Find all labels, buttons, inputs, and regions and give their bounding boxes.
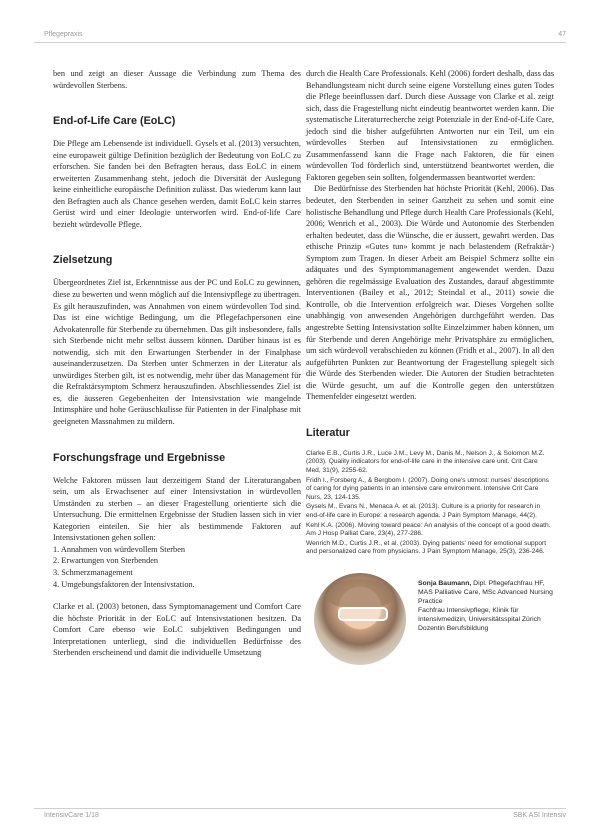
- heading-zielsetzung: Zielsetzung: [53, 254, 113, 267]
- author-name: Sonja Baumann,: [418, 579, 472, 587]
- footer-left: IntensivCare 1/18: [44, 812, 99, 819]
- continued-paragraph: durch die Health Care Professionals. Kehl (2006) fordert deshalb, dass das Behandlungsteam nicht durch seine eigene Vorstellung eines guten Todes die Pflege beeinflussen darf. Durch diese Aussage von Clarke et al. zeigt sich, dass die Fragestellung nicht eindeutig beantwortet werden kann. Die systematische Literaturrecherche zeigt Potenziale in der End-of-Life Care, jedoch sind die bisher aufgeführten Antworten nur ein Teil, um ein würdevolles Sterben auf Intensivstationen zu ermöglichen. Zusammenfassend kann die Frage nach Faktoren, die für einen würdevollen Tod förderlich sind, unterstützend beantwortet werden, die Faktoren gegeben sein sollten, folgendermassen beantwortet werden:: [306, 69, 554, 182]
- factor-list: [53, 544, 301, 590]
- right-column: [306, 68, 554, 673]
- page-header: [34, 30, 566, 43]
- zielsetzung-paragraph: Übergeordnetes Ziel ist, Erkenntnisse aus der PC und EoLC zu gewinnen, diese zu bewerten und wenn möglich auf die Intensivpflege zu übertragen. Es gilt herauszufinden, was Annahmen von einem würdevollen Tod sind. Das ist eine wichtige Bedingung, um die Pflegefachpersonen eine Advokatenrolle für Sterbende zu übernehmen. Das gilt insbesondere, falls sich Sterbende nicht mehr selbst äussern können. Darüber hinaus ist es notwendig, sich mit den Erwartungen Sterbender in der Finalphase auseinanderzusetzen. Da Sterben unter Schmerzen in der Literatur als unwürdiges Sterben gilt, ist es notwendig, mehr über das Management für die Refraktärsymptom Schmerz herauszufinden. Abschliessendes Ziel ist es, die äusseren Gegebenheiten der Intensivstation wie mangelnde Intimsphäre und hohe Geräuschkulisse für Patienten in der Finalphase mit geeigneten Massnahmen zu mildern.: [53, 278, 301, 427]
- list-item: 4. Umgebungsfaktoren der Intensivstation.: [53, 579, 195, 589]
- author-line-3: Dozentin Berufsbildung: [418, 624, 489, 632]
- intro-paragraph: ben und zeigt an dieser Aussage die Verbindung zum Thema des würdevollen Sterbens.: [53, 69, 301, 90]
- heading-eolc: End-of-Life Care (EoLC): [53, 115, 176, 128]
- reference-item: Clarke E.B., Curtis J.R., Luce J.M., Levy M., Danis M., Nelson J., & Solomon M.Z. (2003). Quality indicators for end-of-life care in the intensive care unit. Crit Care Med, 31(9), 2255-62.: [306, 449, 545, 475]
- header-page-mark: 47: [558, 31, 566, 38]
- reference-item: Wenrich M.D., Curtis J.R., et al. (2003). Dying patients' need for emotional support and personalized care from physicians. J Pain Symptom Manage, 25(3), 236-246.: [306, 539, 547, 556]
- left-column: [53, 68, 301, 659]
- author-line-1: Dipl. Pflegefachfrau HF, MAS Palliative Care, MSc Advanced Nursing Practice: [418, 579, 553, 605]
- list-item: 3. Schmerzmanagement: [53, 567, 133, 577]
- eolc-paragraph: Die Pflege am Lebensende ist individuell. Gysels et al. (2013) versuchten, eine europaweit gültige Definition bezüglich der Bedeutung von EoLC zu erforschen. Sie fanden bei den Befragten heraus, dass EoLC in einem erweiterten Zusammenhang steht, jedoch die Diversität der Auslegung keine einheitliche europäische Definition zulässt. Das wiederum kann laut den Befragten auch als Chance gesehen werden, damit EoLC kein starres Gerüst wird und einer Ideologie unterworfen wird. End-of-life Care bezieht würdevolle Pflege.: [53, 139, 301, 229]
- forschungsfrage-paragraph: Welche Faktoren müssen laut derzeitigem Stand der Literaturangaben sein, um als Erwachsener auf einer Intensivstation in würdevollen Umständen zu sterben – an dieser Fragestellung orientierte sich die Untersuchung. Die ermittelnen Ergebnisse der Studien lassen sich in vier Kategorien einteilen. Sie hier als bestimmende Faktoren auf Intensivstationen gehen sollen:: [53, 475, 301, 543]
- header-section: Pflegepraxis: [44, 31, 83, 38]
- heading-literatur: Literatur: [306, 426, 350, 439]
- author-line-2: Fachfrau Intensivpflege, Klinik für Intensivmedizin, Universitätsspital Zürich: [418, 606, 541, 623]
- author-info: [418, 579, 553, 633]
- reference-list: [306, 450, 554, 557]
- list-item: 2. Erwartungen von Sterbenden: [53, 556, 159, 566]
- author-photo: [314, 573, 406, 665]
- reference-item: Kehl K.A. (2006). Moving toward peace: An analysis of the concept of a good death. Am J Hosp Palliat Care, 23(4), 277-286.: [306, 521, 551, 538]
- reference-item: Gysels M., Evans N., Menaca A. et al. (2013). Culture is a priority for research in end-of-life care in Europe: a research agenda. J Pain Symptom Manage, 44(2).: [306, 503, 541, 520]
- clarke-paragraph: Clarke et al. (2003) betonen, dass Symptomanagement und Comfort Care die höchste Priorität in der EoLC auf Intensivstationen besitzen. Da Comfort Care ebenso wie EoLC subjektiven Bedingungen und Interpretationen unterliegt, sind die individuellen Bedürfnisse des Sterbenden erscheinend und damit die individuelle Umsetzung: [53, 602, 301, 658]
- author-block: [306, 573, 554, 673]
- heading-forschungsfrage: Forschungsfrage und Ergebnisse: [53, 451, 226, 464]
- reference-item: Fridh I., Forsberg A., & Bergbom I. (2007). Doing one's utmost: nurses' descriptions of caring for dying patients in an intensive care environment. Intensive Crit Care Nurs, 23, 124-135.: [306, 476, 549, 501]
- list-item: 1. Annahmen von würdevollem Sterben: [53, 544, 186, 554]
- needs-paragraph: Die Bedürfnisse des Sterbenden hat höchste Priorität (Kehl, 2006). Das bedeutet, den Sterbenden in seiner Ganzheit zu sehen und somit eine holistische Behandlung und Pflege durch Health Care Professionals (Kehl, 2006; Wenrich et al., 2003). Die Würde und Autonomie des Sterbenden erhalten bedeutet, dass die Wünsche, die er äussert, gewahrt werden. Das ethische Prinzip «Gutes tun» kommt je nach belastendem (Refraktär-) Symptom zum Tragen. In dieser Arbeit am Beispiel Schmerz sollte ein adäquates und des Symptommanagement angewendet werden. Dazu gehören die regelmässige Evaluation des Zustandes, darauf abgestimmte Interventionen (Bailey et al., 2012; Steindal et al., 2011) sowie die Kontrolle, ob die Intervention erfolgreich war. Dieses Vorgehen sollte unabhängig von anwesenden Angehörigen durchgeführt werden. Das angestrebte Setting Intensivstation sollte Einzelzimmer haben können, um für Sterbende und deren Angehörige mehr Privatsphäre zu ermöglichen, um sich würdevoll verabschieden zu können (Fridh et al., 2007). In all den aufgeführten Punkten zur Beantwortung der Fragestellung spiegelt sich die Würde des Sterbenden wieder. Die Autoren der Studien betrachteten die Würde gesucht, um auf die Kontrolle gegen den unterstützen Themenfelder eingesetzt werden.: [306, 184, 554, 402]
- footer-right: SBK ASI Intensiv: [513, 812, 566, 819]
- page-footer: [34, 808, 566, 821]
